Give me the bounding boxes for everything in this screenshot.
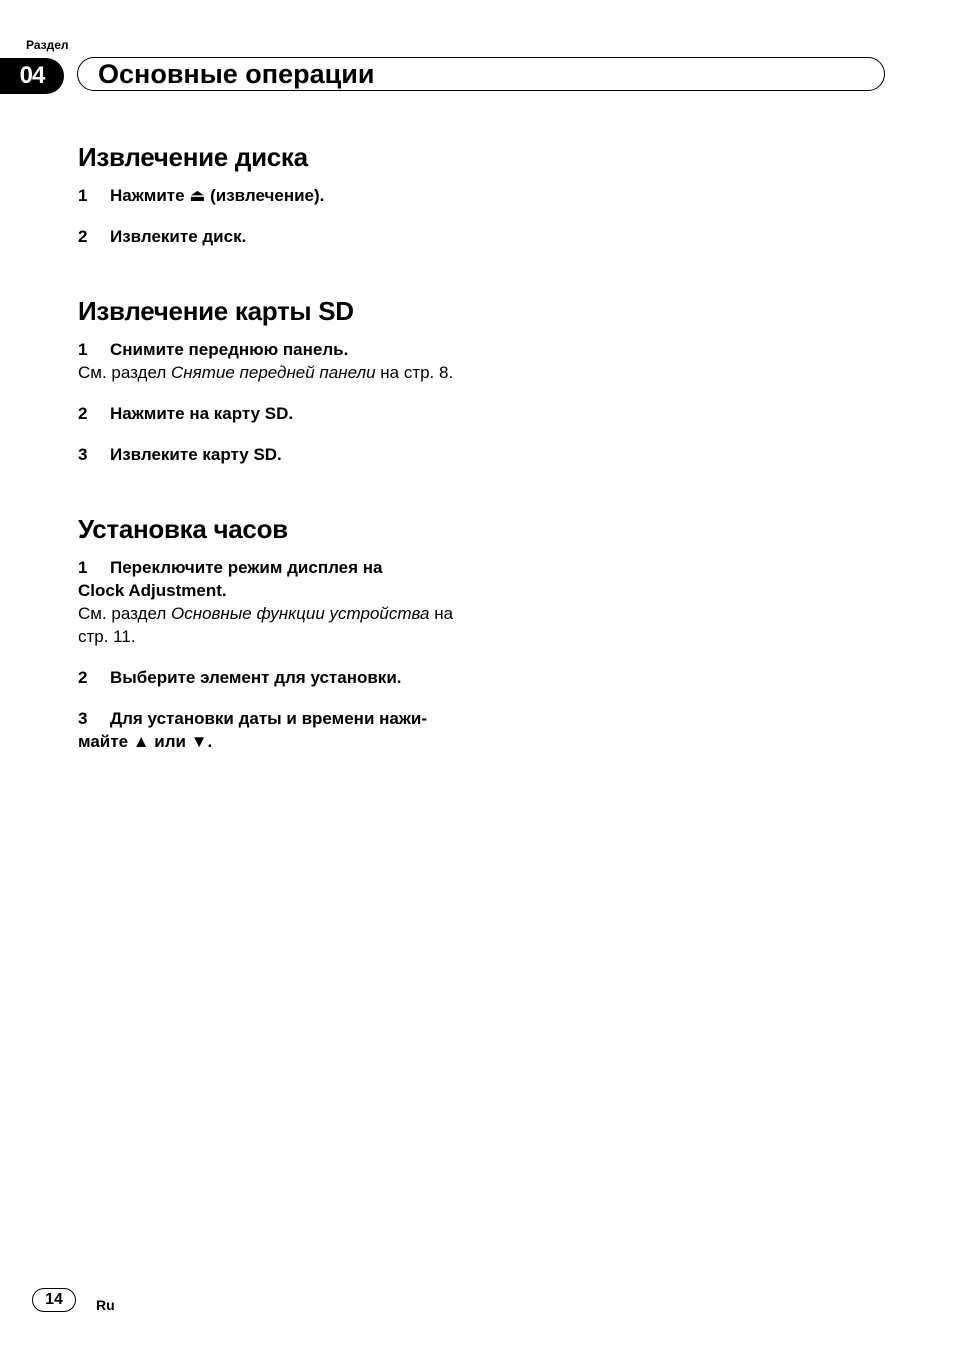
step-text: Выберите элемент для установки. xyxy=(110,668,402,687)
step-note xyxy=(78,602,478,648)
step-number: 1 xyxy=(78,558,88,577)
step-number: 2 xyxy=(78,227,88,246)
step-text: Нажмите ⏏ (извлечение). xyxy=(110,186,325,205)
step xyxy=(78,225,478,248)
section-eject-disc xyxy=(78,140,478,248)
step-text: Извлеките карту SD. xyxy=(110,445,282,464)
section-heading: Извлечение диска xyxy=(78,142,308,172)
step-note xyxy=(78,361,478,384)
step-text: Для установки даты и времени нажи- xyxy=(110,709,428,728)
step-continuation: майте ▲ или ▼. xyxy=(78,732,213,751)
chapter-title: Основные операции xyxy=(98,59,375,89)
step-continuation: Clock Adjustment. xyxy=(78,581,227,600)
note-reference: Снятие передней панели xyxy=(171,363,376,382)
section-heading: Установка часов xyxy=(78,514,288,544)
page-number: 14 xyxy=(32,1288,76,1312)
step xyxy=(78,402,478,425)
step-text: Переключите режим дисплея на xyxy=(110,558,383,577)
language-label: Ru xyxy=(96,1297,115,1313)
step xyxy=(78,338,478,361)
step xyxy=(78,707,478,730)
section-heading: Извлечение карты SD xyxy=(78,296,354,326)
note-prefix: См. раздел xyxy=(78,363,172,382)
chapter-title-box xyxy=(77,57,885,91)
main-content xyxy=(78,140,478,753)
note-suffix: на стр. 11. xyxy=(78,604,454,646)
step xyxy=(78,443,478,466)
step-text: Снимите переднюю панель. xyxy=(110,340,349,359)
step xyxy=(78,666,478,689)
note-prefix: См. раздел xyxy=(78,604,172,623)
step xyxy=(78,556,478,579)
step-text: Нажмите на карту SD. xyxy=(110,404,294,423)
step-number: 1 xyxy=(78,340,88,359)
section-eject-sd xyxy=(78,294,478,466)
step-text: Извлеките диск. xyxy=(110,227,247,246)
step-number: 2 xyxy=(78,404,88,423)
step-number: 1 xyxy=(78,186,88,205)
step-number: 2 xyxy=(78,668,88,687)
step-number: 3 xyxy=(78,709,88,728)
step-number: 3 xyxy=(78,445,88,464)
step xyxy=(78,184,478,207)
section-label: Раздел xyxy=(26,38,69,52)
section-clock-setup xyxy=(78,512,478,753)
note-suffix: на стр. 8. xyxy=(375,363,454,382)
note-reference: Основные функции устройства xyxy=(171,604,430,623)
chapter-number-badge: 04 xyxy=(0,58,64,94)
